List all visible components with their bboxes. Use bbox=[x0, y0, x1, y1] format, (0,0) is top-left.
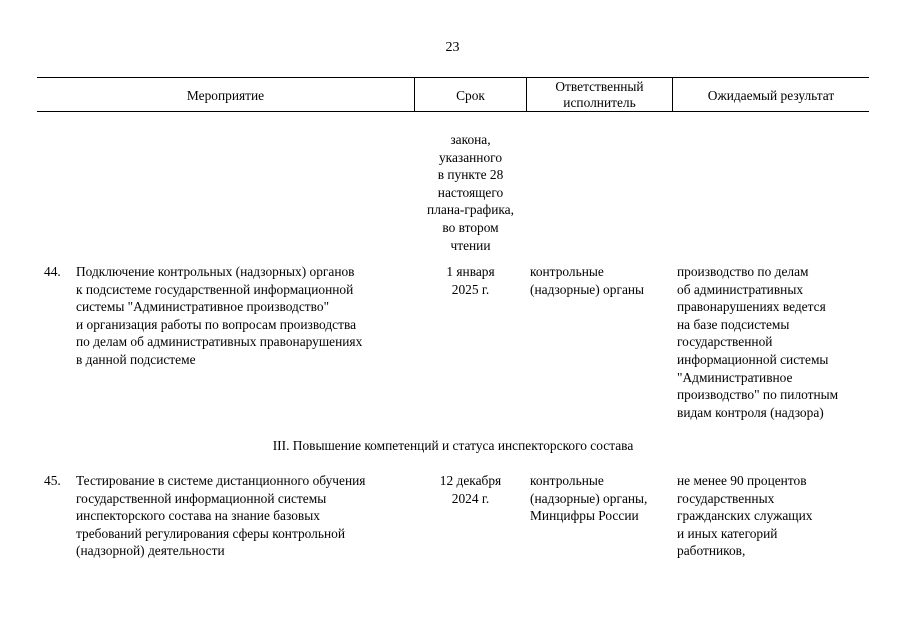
row-number: 45. bbox=[44, 473, 61, 488]
result-line: об административных bbox=[677, 281, 804, 297]
header-top-rule bbox=[37, 77, 869, 78]
measure-line: инспекторского состава на знание базовых bbox=[76, 508, 320, 524]
continuation-line: во втором bbox=[442, 219, 499, 235]
continuation-line: закона, bbox=[450, 132, 491, 147]
header-executor-line-2: исполнитель bbox=[563, 95, 636, 110]
measure-line: Подключение контрольных (надзорных) органов bbox=[76, 264, 355, 279]
measure-line: Тестирование в системе дистанционного обучения bbox=[76, 473, 366, 488]
deadline-line: 2025 г. bbox=[451, 281, 490, 297]
executor-line: Минцифры России bbox=[530, 508, 639, 524]
header-executor-line-1: Ответственный bbox=[555, 79, 644, 94]
result-line: производство" по пилотным bbox=[677, 387, 839, 403]
result-line: государственных bbox=[677, 490, 775, 506]
deadline-line: 1 января bbox=[446, 264, 495, 279]
result-line: "Административное bbox=[677, 369, 793, 385]
row-executor bbox=[530, 263, 644, 298]
deadline-line: 2024 г. bbox=[451, 490, 490, 506]
executor-line: (надзорные) органы bbox=[530, 281, 645, 297]
row-number: 44. bbox=[44, 264, 61, 279]
executor-line: контрольные bbox=[530, 264, 604, 279]
header-result: Ожидаемый результат bbox=[707, 88, 835, 103]
section-title: III. Повышение компетенций и статуса инспекторского состава bbox=[272, 438, 634, 453]
measure-line: требований регулирования сферы контрольной bbox=[76, 525, 346, 541]
continuation-line: настоящего bbox=[437, 184, 504, 200]
continuation-line: указанного bbox=[438, 149, 503, 165]
result-line: на базе подсистемы bbox=[677, 316, 790, 332]
result-line: и иных категорий bbox=[677, 525, 778, 541]
row-deadline bbox=[415, 472, 526, 507]
row-measure bbox=[76, 472, 365, 560]
row-result bbox=[677, 263, 838, 421]
result-line: видам контроля (надзора) bbox=[677, 404, 824, 420]
measure-line: и организация работы по вопросам производства bbox=[76, 316, 357, 332]
continuation-line: чтении bbox=[450, 237, 491, 253]
result-line: правонарушениях ведется bbox=[677, 299, 826, 315]
measure-line: государственной информационной системы bbox=[76, 490, 327, 506]
executor-line: контрольные bbox=[530, 473, 604, 488]
row-executor bbox=[530, 472, 647, 525]
row-measure bbox=[76, 263, 362, 369]
row-deadline bbox=[415, 263, 526, 298]
header-measure: Мероприятие bbox=[186, 88, 265, 103]
header-bottom-rule bbox=[37, 111, 869, 112]
header-deadline: Срок bbox=[456, 88, 485, 103]
result-line: государственной bbox=[677, 334, 773, 350]
measure-line: системы "Административное производство" bbox=[76, 299, 330, 315]
result-line: не менее 90 процентов bbox=[677, 473, 807, 488]
measure-line: к подсистеме государственной информационной bbox=[76, 281, 354, 297]
measure-line: по делам об административных правонарушениях bbox=[76, 334, 363, 350]
continuation-line: плана-графика, bbox=[427, 202, 514, 218]
row-result bbox=[677, 472, 812, 560]
result-line: информационной системы bbox=[677, 351, 829, 367]
executor-line: (надзорные) органы, bbox=[530, 490, 648, 506]
page-number: 23 bbox=[445, 40, 460, 55]
deadline-line: 12 декабря bbox=[439, 473, 502, 488]
continuation-line: в пункте 28 bbox=[437, 167, 504, 183]
result-line: работников, bbox=[677, 543, 746, 559]
header-executor bbox=[527, 79, 672, 111]
measure-line: (надзорной) деятельности bbox=[76, 543, 225, 559]
result-line: гражданских служащих bbox=[677, 508, 813, 524]
measure-line: в данной подсистеме bbox=[76, 351, 196, 367]
continuation-deadline bbox=[415, 131, 526, 254]
result-line: производство по делам bbox=[677, 264, 809, 279]
